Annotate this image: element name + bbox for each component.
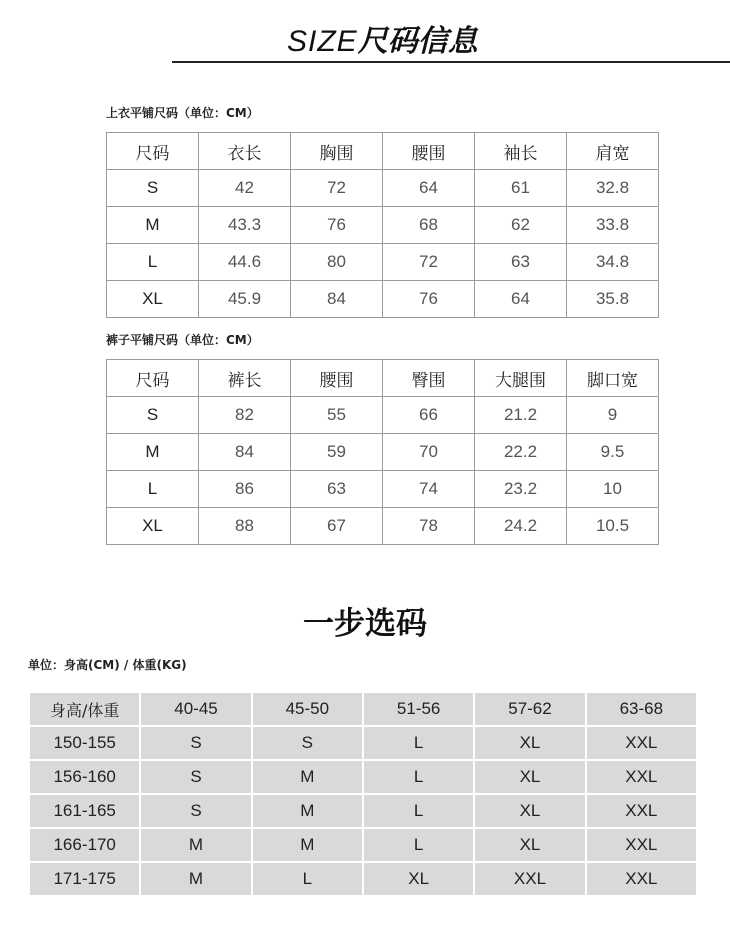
value-cell: 59 — [291, 434, 383, 471]
value-cell: 78 — [383, 508, 475, 545]
size-cell: M — [253, 761, 362, 793]
value-cell: 82 — [199, 397, 291, 434]
height-range-cell: 166-170 — [30, 829, 139, 861]
size-cell: S — [141, 795, 250, 827]
page-header — [0, 0, 730, 70]
value-cell: 22.2 — [475, 434, 567, 471]
column-header-waist: 腰围 — [291, 360, 383, 397]
value-cell: 84 — [291, 281, 383, 318]
table-row — [30, 727, 696, 759]
size-cell: L — [364, 727, 473, 759]
height-range-cell: 156-160 — [30, 761, 139, 793]
size-cell: M — [141, 829, 250, 861]
value-cell: 66 — [383, 397, 475, 434]
size-cell: L — [364, 829, 473, 861]
size-cell: XL — [475, 761, 584, 793]
title-underline — [172, 61, 730, 63]
table-header-row — [107, 133, 659, 170]
value-cell: 44.6 — [199, 244, 291, 281]
table-row — [30, 795, 696, 827]
value-cell: 45.9 — [199, 281, 291, 318]
column-header-weight-range: 45-50 — [253, 693, 362, 725]
size-cell: L — [107, 244, 199, 281]
column-header-length: 衣长 — [199, 133, 291, 170]
size-cell: S — [141, 761, 250, 793]
size-cell: M — [253, 795, 362, 827]
size-cell: L — [107, 471, 199, 508]
recommend-size-table — [28, 691, 698, 897]
size-cell: M — [107, 207, 199, 244]
value-cell: 55 — [291, 397, 383, 434]
size-cell: XXL — [475, 863, 584, 895]
page-title — [287, 16, 478, 60]
size-cell: XXL — [587, 863, 696, 895]
top-table-caption: 上衣平铺尺码（单位：CM） — [106, 106, 259, 120]
size-cell: L — [253, 863, 362, 895]
column-header-chest: 胸围 — [291, 133, 383, 170]
value-cell: 33.8 — [567, 207, 659, 244]
value-cell: 24.2 — [475, 508, 567, 545]
table-header-row — [107, 360, 659, 397]
top-size-table — [106, 132, 659, 318]
size-cell: L — [364, 761, 473, 793]
title-latin: SIZE — [287, 25, 358, 58]
column-header-size: 尺码 — [107, 360, 199, 397]
size-cell: XL — [475, 829, 584, 861]
value-cell: 88 — [199, 508, 291, 545]
size-cell: XXL — [587, 761, 696, 793]
value-cell: 62 — [475, 207, 567, 244]
value-cell: 64 — [383, 170, 475, 207]
height-range-cell: 171-175 — [30, 863, 139, 895]
size-cell: XXL — [587, 727, 696, 759]
pants-size-table — [106, 359, 659, 545]
value-cell: 9.5 — [567, 434, 659, 471]
value-cell: 67 — [291, 508, 383, 545]
table-row — [107, 397, 659, 434]
size-cell: S — [141, 727, 250, 759]
table-row — [107, 207, 659, 244]
height-range-cell: 161-165 — [30, 795, 139, 827]
value-cell: 61 — [475, 170, 567, 207]
size-cell: XXL — [587, 795, 696, 827]
size-cell: XL — [475, 727, 584, 759]
column-header-weight-range: 57-62 — [475, 693, 584, 725]
value-cell: 70 — [383, 434, 475, 471]
size-cell: M — [141, 863, 250, 895]
column-header-hip: 臀围 — [383, 360, 475, 397]
size-cell: S — [107, 397, 199, 434]
value-cell: 9 — [567, 397, 659, 434]
table-row — [107, 434, 659, 471]
table-row — [107, 471, 659, 508]
column-header-thigh: 大腿围 — [475, 360, 567, 397]
value-cell: 10.5 — [567, 508, 659, 545]
value-cell: 43.3 — [199, 207, 291, 244]
column-header-height-weight: 身高/体重 — [30, 693, 139, 725]
table-row — [30, 863, 696, 895]
value-cell: 63 — [291, 471, 383, 508]
size-cell: XXL — [587, 829, 696, 861]
value-cell: 23.2 — [475, 471, 567, 508]
column-header-size: 尺码 — [107, 133, 199, 170]
value-cell: 74 — [383, 471, 475, 508]
height-range-cell: 150-155 — [30, 727, 139, 759]
value-cell: 42 — [199, 170, 291, 207]
table-row — [107, 508, 659, 545]
pants-table-caption: 裤子平铺尺码（单位：CM） — [106, 333, 259, 347]
recommend-unit-caption: 单位：身高(CM) / 体重(KG) — [28, 658, 187, 672]
column-header-waist: 腰围 — [383, 133, 475, 170]
value-cell: 80 — [291, 244, 383, 281]
value-cell: 63 — [475, 244, 567, 281]
table-row — [107, 244, 659, 281]
value-cell: 21.2 — [475, 397, 567, 434]
table-row — [107, 170, 659, 207]
value-cell: 68 — [383, 207, 475, 244]
column-header-sleeve: 袖长 — [475, 133, 567, 170]
value-cell: 34.8 — [567, 244, 659, 281]
size-cell: XL — [107, 281, 199, 318]
value-cell: 10 — [567, 471, 659, 508]
table-row — [30, 761, 696, 793]
size-cell: XL — [107, 508, 199, 545]
column-header-shoulder: 肩宽 — [567, 133, 659, 170]
table-row — [30, 829, 696, 861]
value-cell: 35.8 — [567, 281, 659, 318]
value-cell: 72 — [383, 244, 475, 281]
value-cell: 64 — [475, 281, 567, 318]
size-cell: M — [107, 434, 199, 471]
column-header-pants-length: 裤长 — [199, 360, 291, 397]
value-cell: 76 — [291, 207, 383, 244]
table-row — [107, 281, 659, 318]
value-cell: 32.8 — [567, 170, 659, 207]
title-cjk: 尺码信息 — [357, 24, 478, 59]
size-cell: XL — [475, 795, 584, 827]
size-cell: M — [253, 829, 362, 861]
size-cell: L — [364, 795, 473, 827]
size-cell: XL — [364, 863, 473, 895]
column-header-weight-range: 63-68 — [587, 693, 696, 725]
size-cell: S — [253, 727, 362, 759]
value-cell: 86 — [199, 471, 291, 508]
table-header-row — [30, 693, 696, 725]
column-header-weight-range: 40-45 — [141, 693, 250, 725]
column-header-weight-range: 51-56 — [364, 693, 473, 725]
value-cell: 84 — [199, 434, 291, 471]
column-header-hem: 脚口宽 — [567, 360, 659, 397]
value-cell: 76 — [383, 281, 475, 318]
size-cell: S — [107, 170, 199, 207]
value-cell: 72 — [291, 170, 383, 207]
recommend-title: 一步选码 — [303, 606, 427, 642]
